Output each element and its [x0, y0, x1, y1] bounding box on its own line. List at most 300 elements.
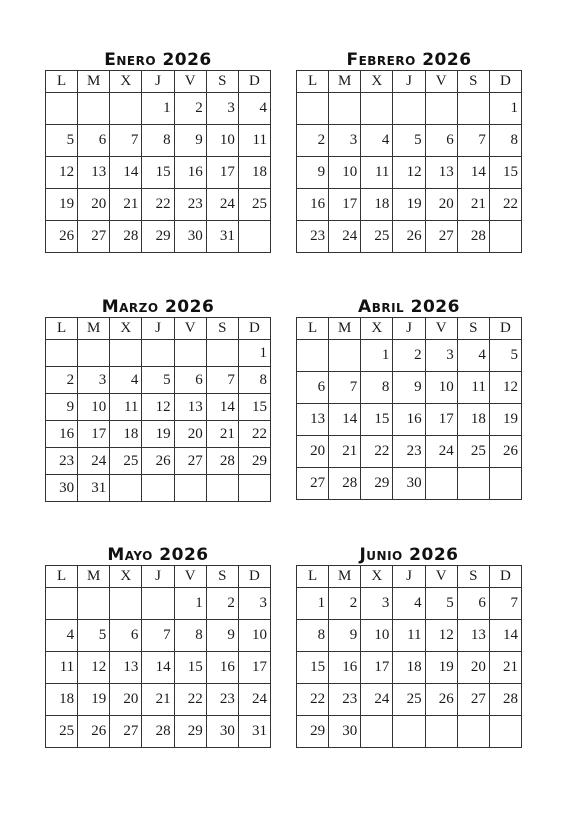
day-cell: 1 [361, 340, 393, 372]
day-cell: 4 [110, 367, 142, 394]
day-cell: 22 [142, 189, 174, 221]
day-cell: 29 [238, 448, 270, 475]
empty-day-cell [238, 475, 270, 502]
day-cell: 24 [238, 684, 270, 716]
day-cell: 6 [297, 372, 329, 404]
month-table [296, 70, 522, 253]
week-row [297, 468, 522, 500]
empty-day-cell [425, 93, 457, 125]
week-row [46, 475, 271, 502]
day-cell: 23 [206, 684, 238, 716]
day-cell: 25 [238, 189, 270, 221]
day-cell: 23 [46, 448, 78, 475]
empty-day-cell [329, 93, 361, 125]
month-calendar [45, 297, 271, 502]
day-cell: 9 [206, 620, 238, 652]
day-cell: 16 [297, 189, 329, 221]
day-cell: 27 [174, 448, 206, 475]
day-cell: 7 [142, 620, 174, 652]
day-cell: 6 [174, 367, 206, 394]
weekday-label: V [174, 318, 206, 340]
week-row [46, 394, 271, 421]
weekday-label: D [489, 71, 521, 93]
empty-day-cell [393, 93, 425, 125]
day-cell: 9 [46, 394, 78, 421]
empty-day-cell [393, 716, 425, 748]
day-cell: 30 [46, 475, 78, 502]
week-row [297, 404, 522, 436]
day-cell: 22 [238, 421, 270, 448]
empty-day-cell [206, 475, 238, 502]
day-cell: 9 [174, 125, 206, 157]
empty-day-cell [110, 340, 142, 367]
day-cell: 20 [174, 421, 206, 448]
day-cell: 10 [78, 394, 110, 421]
day-cell: 22 [174, 684, 206, 716]
weekday-label: S [457, 566, 489, 588]
day-cell: 9 [329, 620, 361, 652]
weekday-label: D [489, 566, 521, 588]
day-cell: 17 [361, 652, 393, 684]
week-row [46, 93, 271, 125]
month-calendar [296, 297, 522, 500]
day-cell: 22 [361, 436, 393, 468]
weekday-label: M [78, 71, 110, 93]
day-cell: 2 [174, 93, 206, 125]
day-cell: 17 [206, 157, 238, 189]
day-cell: 29 [142, 221, 174, 253]
day-cell: 18 [110, 421, 142, 448]
empty-day-cell [142, 340, 174, 367]
day-cell: 19 [78, 684, 110, 716]
day-cell: 28 [110, 221, 142, 253]
day-cell: 12 [78, 652, 110, 684]
month-table [296, 565, 522, 748]
day-cell: 12 [489, 372, 521, 404]
weekday-label: J [142, 71, 174, 93]
day-cell: 7 [329, 372, 361, 404]
day-cell: 10 [361, 620, 393, 652]
empty-day-cell [110, 475, 142, 502]
day-cell: 4 [46, 620, 78, 652]
day-cell: 1 [297, 588, 329, 620]
day-cell: 7 [206, 367, 238, 394]
empty-day-cell [425, 468, 457, 500]
month-table [45, 565, 271, 748]
empty-day-cell [174, 475, 206, 502]
day-cell: 18 [361, 189, 393, 221]
day-cell: 5 [78, 620, 110, 652]
day-cell: 13 [297, 404, 329, 436]
day-cell: 31 [238, 716, 270, 748]
weekday-label: J [142, 318, 174, 340]
week-row [46, 189, 271, 221]
day-cell: 14 [329, 404, 361, 436]
day-cell: 12 [142, 394, 174, 421]
day-cell: 10 [425, 372, 457, 404]
day-cell: 4 [393, 588, 425, 620]
day-cell: 15 [489, 157, 521, 189]
day-cell: 29 [174, 716, 206, 748]
day-cell: 14 [142, 652, 174, 684]
day-cell: 20 [78, 189, 110, 221]
weekday-label: S [206, 318, 238, 340]
weekday-header-row [297, 566, 522, 588]
day-cell: 17 [238, 652, 270, 684]
empty-day-cell [489, 716, 521, 748]
week-row [297, 125, 522, 157]
empty-day-cell [361, 716, 393, 748]
day-cell: 22 [489, 189, 521, 221]
day-cell: 6 [110, 620, 142, 652]
weekday-label: M [78, 566, 110, 588]
week-row [297, 221, 522, 253]
week-row [46, 620, 271, 652]
weekday-label: V [425, 318, 457, 340]
month-title: Abril 2026 [358, 297, 460, 317]
day-cell: 10 [206, 125, 238, 157]
week-row [297, 588, 522, 620]
weekday-label: X [361, 71, 393, 93]
weekday-label: L [46, 318, 78, 340]
day-cell: 30 [393, 468, 425, 500]
day-cell: 13 [174, 394, 206, 421]
day-cell: 2 [46, 367, 78, 394]
day-cell: 8 [238, 367, 270, 394]
day-cell: 6 [457, 588, 489, 620]
empty-day-cell [361, 93, 393, 125]
weekday-label: S [206, 566, 238, 588]
day-cell: 15 [361, 404, 393, 436]
day-cell: 5 [46, 125, 78, 157]
day-cell: 23 [393, 436, 425, 468]
empty-day-cell [46, 340, 78, 367]
day-cell: 29 [297, 716, 329, 748]
day-cell: 30 [174, 221, 206, 253]
day-cell: 16 [329, 652, 361, 684]
day-cell: 23 [297, 221, 329, 253]
day-cell: 5 [393, 125, 425, 157]
day-cell: 19 [393, 189, 425, 221]
weekday-header-row [46, 71, 271, 93]
week-row [297, 372, 522, 404]
day-cell: 2 [206, 588, 238, 620]
month-title: Junio 2026 [359, 545, 459, 565]
day-cell: 27 [110, 716, 142, 748]
day-cell: 6 [78, 125, 110, 157]
weekday-label: D [489, 318, 521, 340]
day-cell: 19 [425, 652, 457, 684]
weekday-label: J [393, 318, 425, 340]
day-cell: 9 [393, 372, 425, 404]
day-cell: 26 [489, 436, 521, 468]
week-row [297, 652, 522, 684]
day-cell: 21 [110, 189, 142, 221]
empty-day-cell [78, 93, 110, 125]
day-cell: 28 [329, 468, 361, 500]
week-row [46, 221, 271, 253]
empty-day-cell [457, 93, 489, 125]
day-cell: 19 [46, 189, 78, 221]
weekday-label: V [174, 566, 206, 588]
day-cell: 21 [457, 189, 489, 221]
day-cell: 1 [142, 93, 174, 125]
day-cell: 14 [457, 157, 489, 189]
day-cell: 8 [297, 620, 329, 652]
weekday-header-row [46, 566, 271, 588]
day-cell: 17 [425, 404, 457, 436]
day-cell: 21 [206, 421, 238, 448]
empty-day-cell [489, 468, 521, 500]
weekday-label: J [393, 566, 425, 588]
day-cell: 24 [78, 448, 110, 475]
day-cell: 23 [174, 189, 206, 221]
empty-day-cell [297, 340, 329, 372]
weekday-label: D [238, 71, 270, 93]
week-row [46, 684, 271, 716]
day-cell: 10 [238, 620, 270, 652]
day-cell: 15 [142, 157, 174, 189]
empty-day-cell [142, 475, 174, 502]
day-cell: 30 [206, 716, 238, 748]
day-cell: 14 [206, 394, 238, 421]
day-cell: 20 [110, 684, 142, 716]
day-cell: 24 [425, 436, 457, 468]
day-cell: 13 [457, 620, 489, 652]
weekday-label: D [238, 566, 270, 588]
day-cell: 15 [174, 652, 206, 684]
day-cell: 27 [78, 221, 110, 253]
week-row [46, 588, 271, 620]
week-row [46, 421, 271, 448]
month-table [296, 317, 522, 500]
empty-day-cell [206, 340, 238, 367]
weekday-label: V [425, 71, 457, 93]
weekday-label: S [457, 318, 489, 340]
day-cell: 19 [142, 421, 174, 448]
day-cell: 29 [361, 468, 393, 500]
weekday-label: M [329, 566, 361, 588]
day-cell: 21 [489, 652, 521, 684]
day-cell: 1 [174, 588, 206, 620]
weekday-label: X [110, 71, 142, 93]
day-cell: 1 [238, 340, 270, 367]
weekday-header-row [297, 71, 522, 93]
weekday-label: L [297, 71, 329, 93]
day-cell: 11 [361, 157, 393, 189]
weekday-label: V [425, 566, 457, 588]
month-calendar [296, 545, 522, 748]
weekday-label: M [329, 318, 361, 340]
month-title: Enero 2026 [104, 50, 212, 70]
day-cell: 18 [238, 157, 270, 189]
day-cell: 17 [78, 421, 110, 448]
day-cell: 31 [206, 221, 238, 253]
day-cell: 5 [425, 588, 457, 620]
day-cell: 26 [46, 221, 78, 253]
day-cell: 5 [142, 367, 174, 394]
day-cell: 15 [238, 394, 270, 421]
weekday-label: X [110, 566, 142, 588]
day-cell: 16 [46, 421, 78, 448]
weekday-label: L [297, 566, 329, 588]
day-cell: 18 [46, 684, 78, 716]
day-cell: 12 [46, 157, 78, 189]
weekday-label: X [110, 318, 142, 340]
day-cell: 8 [142, 125, 174, 157]
day-cell: 8 [361, 372, 393, 404]
month-table [45, 317, 271, 502]
day-cell: 24 [329, 221, 361, 253]
empty-day-cell [329, 340, 361, 372]
month-table [45, 70, 271, 253]
weekday-label: V [174, 71, 206, 93]
day-cell: 3 [329, 125, 361, 157]
day-cell: 21 [329, 436, 361, 468]
weekday-label: S [206, 71, 238, 93]
weekday-label: M [78, 318, 110, 340]
day-cell: 27 [457, 684, 489, 716]
day-cell: 26 [78, 716, 110, 748]
day-cell: 8 [174, 620, 206, 652]
day-cell: 27 [297, 468, 329, 500]
day-cell: 7 [457, 125, 489, 157]
day-cell: 31 [78, 475, 110, 502]
weekday-label: X [361, 318, 393, 340]
day-cell: 10 [329, 157, 361, 189]
week-row [46, 367, 271, 394]
empty-day-cell [46, 93, 78, 125]
empty-day-cell [110, 588, 142, 620]
day-cell: 5 [489, 340, 521, 372]
day-cell: 4 [457, 340, 489, 372]
day-cell: 14 [110, 157, 142, 189]
empty-day-cell [78, 588, 110, 620]
empty-day-cell [110, 93, 142, 125]
month-title: Marzo 2026 [101, 297, 215, 317]
day-cell: 28 [457, 221, 489, 253]
empty-day-cell [46, 588, 78, 620]
day-cell: 26 [142, 448, 174, 475]
weekday-label: S [457, 71, 489, 93]
empty-day-cell [174, 340, 206, 367]
day-cell: 12 [393, 157, 425, 189]
day-cell: 13 [110, 652, 142, 684]
weekday-label: M [329, 71, 361, 93]
day-cell: 2 [297, 125, 329, 157]
week-row [46, 157, 271, 189]
week-row [46, 716, 271, 748]
day-cell: 14 [489, 620, 521, 652]
month-title: Mayo 2026 [107, 545, 209, 565]
empty-day-cell [457, 468, 489, 500]
empty-day-cell [78, 340, 110, 367]
day-cell: 18 [393, 652, 425, 684]
week-row [297, 189, 522, 221]
day-cell: 26 [425, 684, 457, 716]
empty-day-cell [238, 221, 270, 253]
day-cell: 19 [489, 404, 521, 436]
month-calendar [45, 545, 271, 748]
day-cell: 7 [489, 588, 521, 620]
day-cell: 3 [238, 588, 270, 620]
day-cell: 26 [393, 221, 425, 253]
week-row [46, 340, 271, 367]
day-cell: 11 [46, 652, 78, 684]
weekday-header-row [297, 318, 522, 340]
week-row [297, 620, 522, 652]
day-cell: 4 [361, 125, 393, 157]
week-row [297, 436, 522, 468]
day-cell: 2 [329, 588, 361, 620]
day-cell: 18 [457, 404, 489, 436]
day-cell: 1 [489, 93, 521, 125]
day-cell: 11 [457, 372, 489, 404]
day-cell: 20 [425, 189, 457, 221]
week-row [46, 125, 271, 157]
day-cell: 24 [361, 684, 393, 716]
weekday-label: J [142, 566, 174, 588]
empty-day-cell [489, 221, 521, 253]
day-cell: 28 [489, 684, 521, 716]
day-cell: 28 [206, 448, 238, 475]
day-cell: 22 [297, 684, 329, 716]
day-cell: 23 [329, 684, 361, 716]
day-cell: 4 [238, 93, 270, 125]
day-cell: 16 [393, 404, 425, 436]
week-row [46, 652, 271, 684]
weekday-label: L [46, 566, 78, 588]
weekday-label: L [46, 71, 78, 93]
month-title: Febrero 2026 [346, 50, 472, 70]
day-cell: 13 [78, 157, 110, 189]
day-cell: 20 [457, 652, 489, 684]
empty-day-cell [142, 588, 174, 620]
day-cell: 7 [110, 125, 142, 157]
day-cell: 16 [206, 652, 238, 684]
week-row [297, 340, 522, 372]
day-cell: 27 [425, 221, 457, 253]
empty-day-cell [425, 716, 457, 748]
day-cell: 3 [206, 93, 238, 125]
week-row [297, 157, 522, 189]
day-cell: 24 [206, 189, 238, 221]
day-cell: 11 [238, 125, 270, 157]
weekday-label: X [361, 566, 393, 588]
day-cell: 25 [110, 448, 142, 475]
day-cell: 16 [174, 157, 206, 189]
week-row [297, 684, 522, 716]
day-cell: 11 [393, 620, 425, 652]
day-cell: 21 [142, 684, 174, 716]
month-calendar [296, 50, 522, 253]
empty-day-cell [297, 93, 329, 125]
weekday-label: J [393, 71, 425, 93]
day-cell: 17 [329, 189, 361, 221]
day-cell: 25 [361, 221, 393, 253]
week-row [46, 448, 271, 475]
day-cell: 11 [110, 394, 142, 421]
day-cell: 25 [457, 436, 489, 468]
day-cell: 25 [46, 716, 78, 748]
month-calendar [45, 50, 271, 253]
day-cell: 9 [297, 157, 329, 189]
day-cell: 13 [425, 157, 457, 189]
day-cell: 25 [393, 684, 425, 716]
week-row [297, 716, 522, 748]
day-cell: 30 [329, 716, 361, 748]
day-cell: 15 [297, 652, 329, 684]
